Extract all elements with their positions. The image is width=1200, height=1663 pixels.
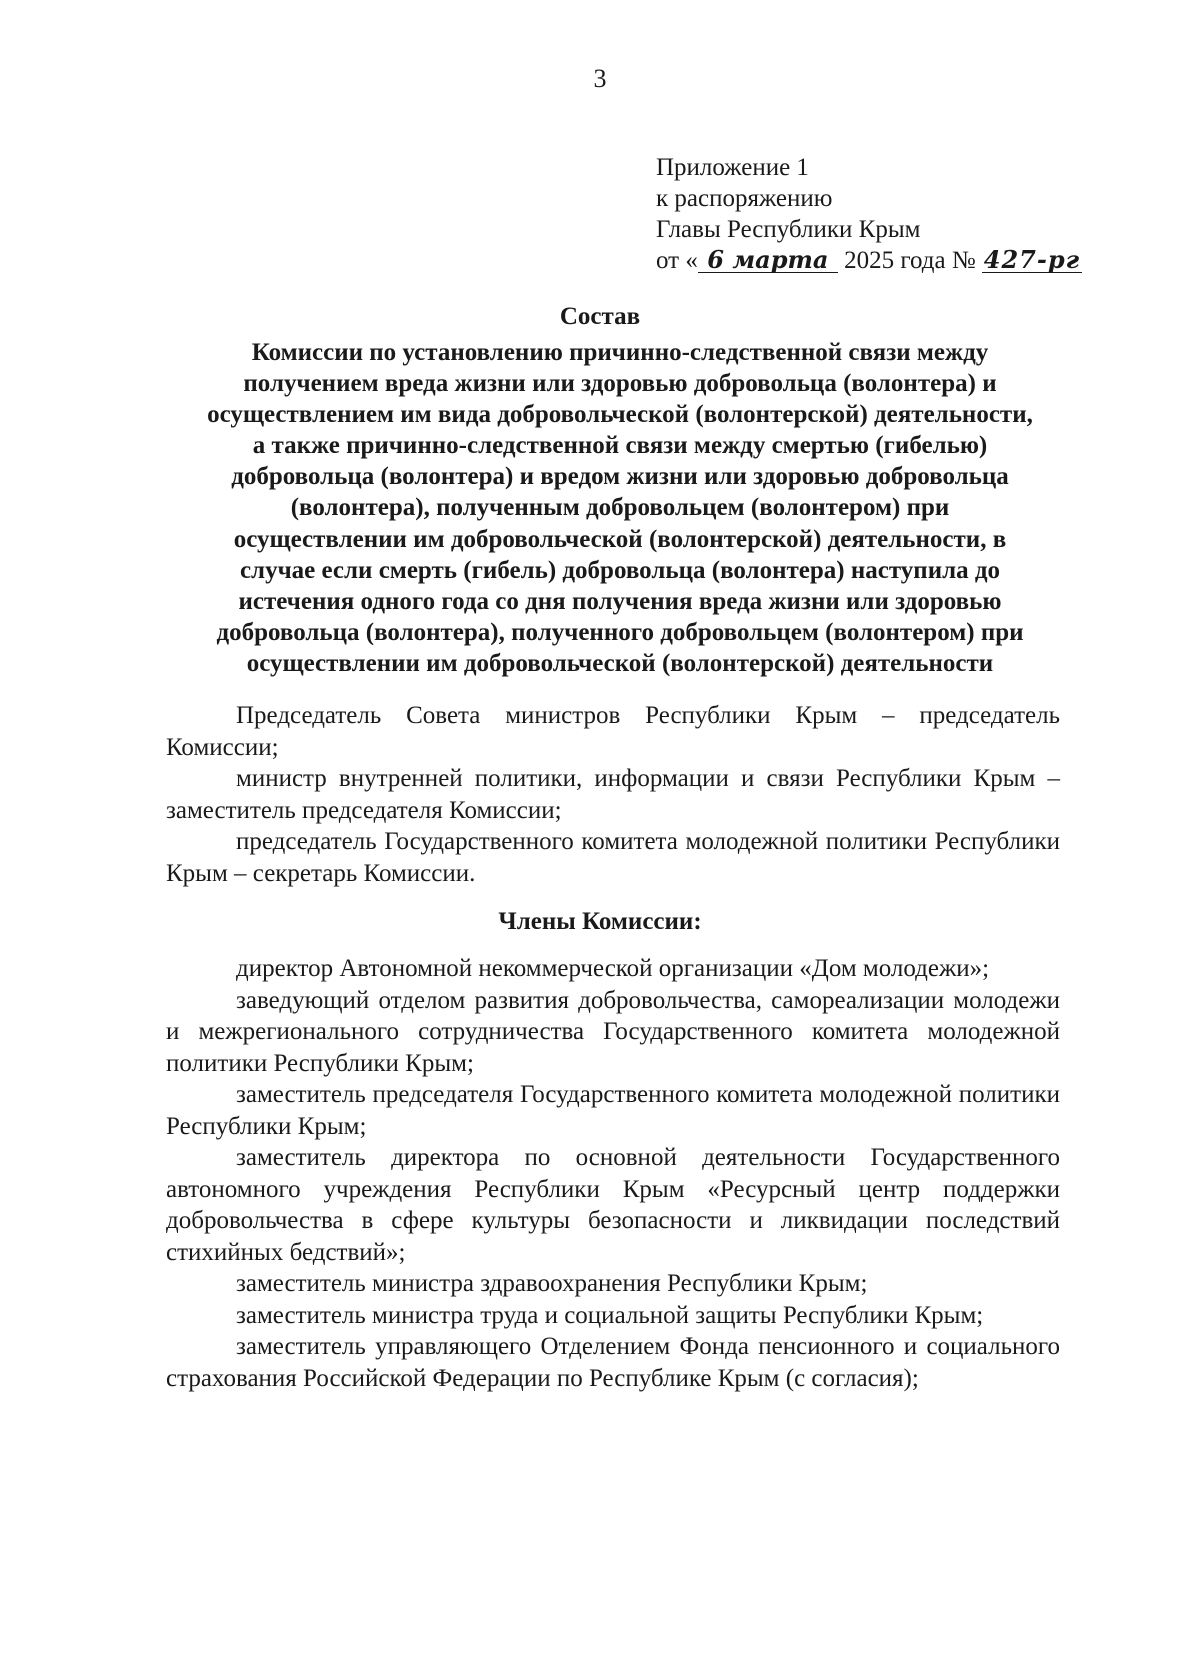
leadership-item: председатель Государственного комитета молодежной политики Республики Крым – секретарь Комиссии. <box>166 828 1060 887</box>
commission-name-line: добровольца (волонтера) и вредом жизни или здоровью добровольца <box>231 463 1009 491</box>
appendix-header <box>656 152 1082 276</box>
commission-name-line: добровольца (волонтера), полученного добровольцем (волонтером) при <box>216 618 1024 646</box>
commission-name-line: осуществлении им добровольческой (волонтерской) деятельности, в <box>233 525 1007 553</box>
appendix-issuer: Главы Республики Крым <box>656 216 921 243</box>
member-item: заместитель председателя Государственного комитета молодежной политики Республики Крым; <box>166 1081 1060 1140</box>
commission-name <box>160 337 1080 679</box>
commission-name-line: Комиссии по установлению причинно-следственной связи между <box>251 339 989 366</box>
handwritten-date: 6 марта <box>698 248 838 273</box>
leadership-item: министр внутренней политики, информации и связи Республики Крым – заместитель председателя Комиссии; <box>166 765 1060 824</box>
members-list <box>166 953 1060 1394</box>
leadership-list <box>166 700 1060 889</box>
commission-name-line: а также причинно-следственной связи между смертью (гибелью) <box>252 432 988 460</box>
members-heading: Члены Комиссии: <box>498 908 702 935</box>
handwritten-document-number: 427-рг <box>983 245 1081 274</box>
leadership-item: Председатель Совета министров Республики Крым – председатель Комиссии; <box>166 702 1060 761</box>
year-text: 2025 года № <box>844 247 976 274</box>
member-item: заместитель управляющего Отделением Фонда пенсионного и социального страхования Российской Федерации по Республике Крым (с согласия); <box>166 1333 1060 1392</box>
page-number: 3 <box>593 64 607 93</box>
appendix-reference: к распоряжению <box>656 185 833 212</box>
member-item: заведующий отделом развития добровольчества, самореализации молодежи и межрегионального сотрудничества Государственного комитета молодежной политики Республики Крым; <box>166 986 1060 1077</box>
member-item: заместитель министра здравоохранения Республики Крым; <box>236 1270 868 1297</box>
member-item: заместитель министра труда и социальной защиты Республики Крым; <box>236 1301 984 1329</box>
commission-name-line: осуществлением им вида добровольческой (волонтерской) деятельности, <box>207 401 1033 429</box>
appendix-title: Приложение 1 <box>656 154 809 181</box>
commission-name-line: истечения одного года со дня получения вреда жизни или здоровью <box>238 587 1002 615</box>
date-prefix: от « <box>656 247 698 274</box>
commission-name-line: случае если смерть (гибель) добровольца (волонтера) наступила до <box>239 556 1001 584</box>
commission-name-line: осуществлении им добровольческой (волонтерской) деятельности <box>246 649 994 677</box>
commission-name-line: (волонтера), полученным добровольцем (волонтером) при <box>290 494 950 522</box>
member-item: заместитель директора по основной деятельности Государственного автономного учреждения Республики Крым «Ресурсный центр поддержки добровольчества в сфере культуры безопасности и ликвидации последствий стихийных бедствий»; <box>166 1144 1060 1266</box>
member-item: директор Автономной некоммерческой организации «Дом молодежи»; <box>236 955 990 982</box>
commission-name-line: получением вреда жизни или здоровью добровольца (волонтера) и <box>243 370 997 398</box>
document-title: Состав <box>559 303 641 330</box>
appendix-date-line <box>656 245 1082 276</box>
